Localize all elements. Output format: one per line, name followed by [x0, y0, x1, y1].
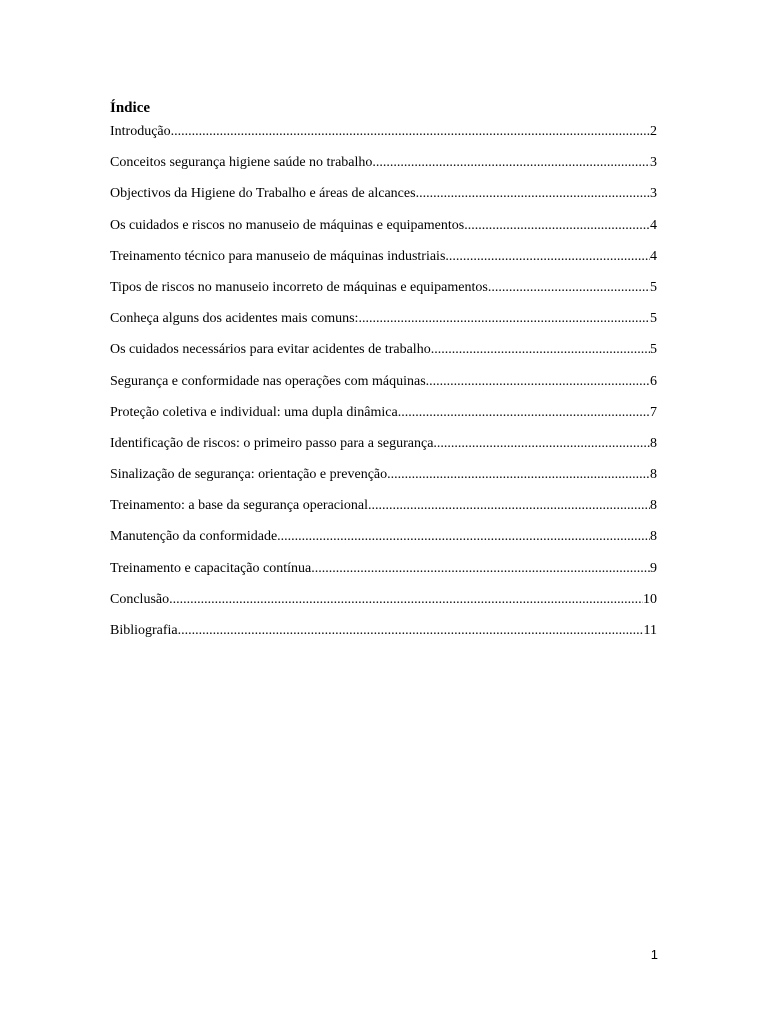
- toc-entry-page: 5: [650, 311, 657, 327]
- toc-entry-text: Os cuidados necessários para evitar acidentes de trabalho: [110, 342, 431, 358]
- toc-dot-leader: [171, 122, 650, 142]
- toc-dot-leader: [358, 309, 650, 329]
- toc-entry-text: Proteção coletiva e individual: uma dupla dinâmica: [110, 404, 398, 420]
- toc-entry-text: Introdução: [110, 124, 171, 139]
- toc-entry[interactable]: [110, 340, 657, 371]
- toc-entry-text: Treinamento e capacitação contínua: [110, 560, 312, 576]
- toc-dot-leader: [178, 621, 644, 641]
- toc-entry-page: 8: [650, 498, 657, 514]
- toc-dot-leader: [433, 434, 650, 454]
- toc-entry[interactable]: [110, 122, 657, 153]
- toc-entry[interactable]: [110, 309, 657, 340]
- toc-title: Índice: [110, 100, 151, 116]
- toc-entry-page: 5: [650, 342, 657, 358]
- toc-entry-text: Objectivos da Higiene do Trabalho e áreas de alcances: [110, 186, 416, 202]
- toc-entry-page: 9: [650, 560, 657, 576]
- toc-dot-leader: [387, 465, 650, 485]
- toc-dot-leader: [398, 403, 650, 423]
- toc-dot-leader: [169, 590, 643, 610]
- toc-dot-leader: [372, 153, 650, 173]
- toc-dot-leader: [445, 247, 650, 267]
- toc-dot-leader: [368, 496, 650, 516]
- table-of-contents: [110, 98, 657, 652]
- toc-entry[interactable]: [110, 372, 657, 403]
- toc-entry[interactable]: [110, 559, 657, 590]
- toc-entry[interactable]: [110, 184, 657, 215]
- toc-entry-text: Bibliografia: [110, 623, 178, 638]
- toc-dot-leader: [311, 559, 650, 579]
- toc-entry-page: 3: [650, 186, 657, 202]
- toc-entry-text: Segurança e conformidade nas operações com máquinas: [110, 373, 426, 389]
- toc-entry-page: 7: [650, 404, 657, 420]
- toc-entry[interactable]: [110, 153, 657, 184]
- toc-entry[interactable]: [110, 247, 657, 278]
- toc-entry-text: Tipos de riscos no manuseio incorreto de máquinas e equipamentos: [110, 279, 488, 295]
- toc-entry-page: 11: [643, 623, 657, 638]
- page-number: 1: [650, 947, 658, 962]
- toc-dot-leader: [488, 278, 650, 298]
- toc-entry-page: 6: [650, 373, 657, 389]
- toc-entry[interactable]: [110, 403, 657, 434]
- toc-entry[interactable]: [110, 590, 657, 621]
- toc-entry-text: Conheça alguns dos acidentes mais comuns:: [110, 311, 359, 327]
- toc-entry-page: 3: [650, 155, 657, 171]
- toc-entry-text: Sinalização de segurança: orientação e prevenção: [110, 467, 388, 483]
- toc-dot-leader: [431, 340, 650, 360]
- toc-entry-page: 8: [650, 529, 657, 545]
- toc-dot-leader: [426, 372, 650, 392]
- toc-entry-text: Conceitos segurança higiene saúde no trabalho: [110, 155, 373, 171]
- toc-entry[interactable]: [110, 621, 657, 652]
- toc-entry-text: Os cuidados e riscos no manuseio de máquinas e equipamentos: [110, 217, 465, 233]
- toc-entry[interactable]: [110, 278, 657, 309]
- toc-entry-text: Conclusão: [110, 591, 170, 607]
- toc-entry-page: 2: [650, 124, 657, 139]
- toc-entry-page: 8: [650, 467, 657, 483]
- toc-dot-leader: [464, 216, 650, 236]
- toc-entry[interactable]: [110, 216, 657, 247]
- toc-entry[interactable]: [110, 496, 657, 527]
- toc-entry-page: 4: [650, 217, 657, 233]
- toc-entry-text: Manutenção da conformidade: [110, 529, 278, 545]
- toc-dot-leader: [416, 184, 650, 204]
- toc-entry-text: Treinamento técnico para manuseio de máquinas industriais: [110, 248, 446, 264]
- toc-entry-page: 4: [650, 248, 657, 264]
- toc-entry[interactable]: [110, 465, 657, 496]
- toc-entry-page: 8: [650, 435, 657, 451]
- toc-entry-text: Treinamento: a base da segurança operacional: [110, 498, 368, 514]
- toc-dot-leader: [277, 527, 650, 547]
- toc-entry[interactable]: [110, 527, 657, 558]
- toc-entry-page: 10: [643, 591, 657, 607]
- toc-entry-text: Identificação de riscos: o primeiro passo para a segurança: [110, 435, 434, 451]
- toc-list: [110, 122, 657, 652]
- toc-entry-page: 5: [650, 279, 657, 295]
- toc-entry[interactable]: [110, 434, 657, 465]
